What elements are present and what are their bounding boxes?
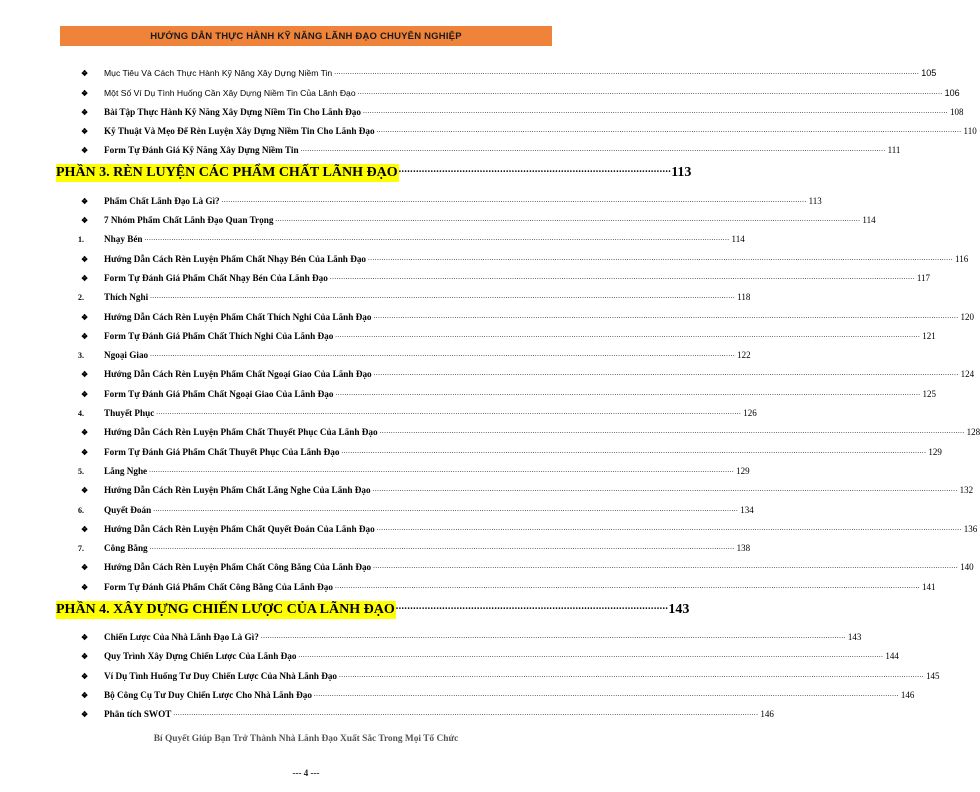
- entry-page: 121: [922, 330, 936, 341]
- toc-entry[interactable]: [78, 342, 751, 361]
- entry-title: Một Số Ví Dụ Tình Huống Cần Xây Dựng Niềm Tin Của Lãnh Đạo: [104, 87, 356, 98]
- bullet-diamond-icon: ❖: [81, 254, 89, 264]
- toc-entry[interactable]: [78, 323, 936, 342]
- dot-leader: ....................................................................................................................................................................................................................................................................: [362, 106, 948, 115]
- toc-entry[interactable]: [78, 554, 974, 573]
- part-title: PHẦN 4. XÂY DỰNG CHIẾN LƯỢC CỦA LÃNH ĐẠO: [56, 601, 395, 617]
- entry-title: Phân tích SWOT: [104, 709, 172, 720]
- entry-page: 136: [963, 523, 978, 534]
- toc-entry[interactable]: [78, 400, 757, 419]
- entry-title: Công Bằng: [104, 543, 148, 554]
- page-number: --- 4 ---: [292, 768, 320, 778]
- toc-entry[interactable]: [78, 226, 745, 245]
- toc-entry[interactable]: [78, 245, 969, 264]
- toc-group-3: [78, 624, 940, 720]
- entry-title: Form Tự Đánh Giá Phẩm Chất Thích Nghi Của Lãnh Đạo: [104, 330, 334, 341]
- entry-page: 116: [955, 253, 969, 264]
- header-title: HƯỚNG DẪN THỰC HÀNH KỸ NĂNG LÃNH ĐẠO CHUYÊN NGHIỆP: [150, 30, 462, 42]
- dot-leader: ....................................................................................................................................................................................................................................................................: [156, 408, 742, 417]
- toc-entry[interactable]: [78, 682, 915, 701]
- bullet-diamond-icon: ❖: [81, 486, 89, 496]
- dot-leader: ....................................................................................................................................................................................................................................................................: [373, 311, 959, 320]
- entry-title: Phẩm Chất Lãnh Đạo Là Gì?: [104, 195, 220, 206]
- toc-entry[interactable]: [78, 137, 901, 156]
- toc-entry[interactable]: [78, 380, 936, 399]
- toc-entry[interactable]: [78, 118, 977, 137]
- entry-page: 129: [736, 465, 750, 476]
- table-of-contents: [56, 60, 980, 720]
- dot-leader: ....................................................................................................................................................................................................................................................................: [149, 543, 735, 552]
- toc-entry[interactable]: [78, 662, 940, 681]
- entry-title: Ngoại Giao: [104, 350, 149, 361]
- dot-leader: ....................................................................................................................................................................................................................................................................: [313, 689, 899, 698]
- entry-page: 140: [960, 562, 974, 573]
- dot-leader: ....................................................................................................................................................................................................................................................................: [376, 126, 962, 135]
- entry-title: Mục Tiêu Và Cách Thực Hành Kỹ Năng Xây Dựng Niềm Tin: [104, 68, 333, 79]
- entry-title: Thích Nghi: [104, 292, 149, 303]
- footer-tagline: Bí Quyết Giúp Bạn Trở Thành Nhà Lãnh Đạo Xuất Sắc Trong Mọi Tổ Chức: [153, 734, 459, 744]
- dot-leader: ....................................................................................................................................................................................................................................................................: [150, 292, 736, 301]
- bullet-diamond-icon: ❖: [81, 652, 89, 662]
- entry-page: 134: [740, 504, 754, 515]
- entry-page: 141: [921, 581, 936, 592]
- entry-title: Form Tự Đánh Giá Phẩm Chất Công Bằng Của Lãnh Đạo: [104, 581, 333, 592]
- entry-title: Chiến Lược Của Nhà Lãnh Đạo Là Gì?: [104, 632, 259, 643]
- entry-title: Lắng Nghe: [104, 465, 148, 476]
- dot-leader: ....................................................................................................................................................................................................................................................................: [334, 68, 920, 77]
- bullet-diamond-icon: ❖: [81, 370, 89, 380]
- toc-part-4[interactable]: [56, 593, 690, 619]
- entry-title: Ví Dụ Tình Huống Tư Duy Chiến Lược Của Nhà Lãnh Đạo: [104, 670, 338, 681]
- dot-leader: ..............................................................................................: [395, 600, 669, 612]
- entry-title: Form Tự Đánh Giá Phẩm Chất Ngoại Giao Của Lãnh Đạo: [104, 388, 334, 399]
- entry-number: 5.: [78, 466, 84, 476]
- dot-leader: ....................................................................................................................................................................................................................................................................: [144, 234, 730, 243]
- entry-page: 143: [847, 632, 862, 643]
- entry-title: 7 Nhóm Phẩm Chất Lãnh Đạo Quan Trọng: [104, 215, 274, 226]
- toc-entry[interactable]: [78, 284, 751, 303]
- bullet-diamond-icon: ❖: [81, 69, 89, 79]
- bullet-diamond-icon: ❖: [81, 524, 89, 534]
- part-page: 113: [671, 165, 692, 181]
- entry-number: 4.: [78, 409, 84, 419]
- dot-leader: ..............................................................................................: [398, 164, 672, 176]
- entry-page: 128: [966, 427, 980, 438]
- bullet-diamond-icon: ❖: [81, 389, 89, 399]
- toc-entry[interactable]: [78, 701, 774, 720]
- entry-title: Form Tự Đánh Giá Kỹ Năng Xây Dựng Niềm Tin: [104, 145, 299, 156]
- bullet-diamond-icon: ❖: [81, 582, 89, 592]
- bullet-diamond-icon: ❖: [81, 107, 89, 117]
- toc-group-1: [78, 60, 977, 156]
- entry-title: Form Tự Đánh Giá Phẩm Chất Nhạy Bén Của Lãnh Đạo: [104, 272, 328, 283]
- toc-entry[interactable]: [78, 573, 936, 592]
- dot-leader: ....................................................................................................................................................................................................................................................................: [339, 670, 925, 679]
- toc-entry[interactable]: [78, 303, 974, 322]
- entry-page: 132: [959, 485, 974, 496]
- entry-title: Hướng Dẫn Cách Rèn Luyện Phẩm Chất Quyết Đoán Của Lãnh Đạo: [104, 523, 375, 534]
- entry-page: 124: [960, 369, 975, 380]
- entry-title: Hướng Dẫn Cách Rèn Luyện Phẩm Chất Ngoại Giao Của Lãnh Đạo: [104, 369, 372, 380]
- toc-entry[interactable]: [78, 643, 899, 662]
- bullet-diamond-icon: ❖: [81, 216, 89, 226]
- entry-page: 146: [900, 689, 915, 700]
- entry-title: Quy Trình Xây Dựng Chiến Lược Của Lãnh Đạo: [104, 651, 297, 662]
- dot-leader: ....................................................................................................................................................................................................................................................................: [379, 427, 965, 436]
- toc-entry[interactable]: [78, 419, 980, 438]
- dot-leader: ....................................................................................................................................................................................................................................................................: [329, 272, 915, 281]
- dot-leader: ....................................................................................................................................................................................................................................................................: [260, 632, 846, 641]
- entry-page: 144: [885, 651, 899, 662]
- entry-page: 111: [887, 145, 901, 156]
- entry-title: Quyết Đoán: [104, 504, 152, 515]
- toc-entry[interactable]: [78, 535, 751, 554]
- dot-leader: ....................................................................................................................................................................................................................................................................: [341, 446, 927, 455]
- toc-entry[interactable]: [78, 624, 862, 643]
- entry-number: 1.: [78, 235, 84, 245]
- bullet-diamond-icon: ❖: [81, 196, 89, 206]
- dot-leader: ....................................................................................................................................................................................................................................................................: [173, 709, 759, 718]
- entry-title: Hướng Dẫn Cách Rèn Luyện Phẩm Chất Thuyết Phục Của Lãnh Đạo: [104, 427, 378, 438]
- dot-leader: ....................................................................................................................................................................................................................................................................: [275, 215, 861, 224]
- toc-entry[interactable]: [78, 207, 876, 226]
- bullet-diamond-icon: ❖: [81, 428, 89, 438]
- dot-leader: ....................................................................................................................................................................................................................................................................: [221, 195, 807, 204]
- toc-entry[interactable]: [78, 516, 978, 535]
- entry-page: 113: [808, 195, 822, 206]
- bullet-diamond-icon: ❖: [81, 690, 89, 700]
- entry-page: 105: [921, 68, 937, 79]
- bullet-diamond-icon: ❖: [81, 127, 89, 137]
- entry-page: 110: [963, 126, 977, 137]
- toc-entry[interactable]: [78, 265, 931, 284]
- bullet-diamond-icon: ❖: [81, 146, 89, 156]
- entry-page: 122: [737, 350, 751, 361]
- toc-entry[interactable]: [78, 438, 942, 457]
- entry-title: Hướng Dẫn Cách Rèn Luyện Phẩm Chất Công Bằng Của Lãnh Đạo: [104, 562, 372, 573]
- dot-leader: ....................................................................................................................................................................................................................................................................: [376, 523, 962, 532]
- dot-leader: ....................................................................................................................................................................................................................................................................: [373, 562, 959, 571]
- entry-title: Thuyết Phục: [104, 408, 155, 419]
- bullet-diamond-icon: ❖: [81, 331, 89, 341]
- toc-entry[interactable]: [78, 361, 975, 380]
- toc-entry[interactable]: [78, 79, 960, 98]
- bullet-diamond-icon: ❖: [81, 563, 89, 573]
- part-title: PHẦN 3. RÈN LUYỆN CÁC PHẨM CHẤT LÃNH ĐẠO: [56, 165, 398, 181]
- dot-leader: ....................................................................................................................................................................................................................................................................: [335, 388, 921, 397]
- toc-group-2: [78, 187, 980, 592]
- page-header: [60, 26, 552, 46]
- dot-leader: ....................................................................................................................................................................................................................................................................: [153, 504, 739, 513]
- toc-entry[interactable]: [78, 99, 964, 118]
- part-page: 143: [668, 601, 690, 617]
- entry-page: 106: [944, 87, 960, 98]
- bullet-diamond-icon: ❖: [81, 88, 89, 98]
- bullet-diamond-icon: ❖: [81, 671, 89, 681]
- toc-entry[interactable]: [78, 60, 937, 79]
- bullet-diamond-icon: ❖: [81, 312, 89, 322]
- entry-page: 117: [916, 272, 931, 283]
- entry-page: 145: [926, 670, 940, 681]
- entry-page: 146: [760, 709, 774, 720]
- entry-title: Hướng Dẫn Cách Rèn Luyện Phẩm Chất Thích Nghi Của Lãnh Đạo: [104, 311, 372, 322]
- entry-number: 2.: [78, 293, 84, 303]
- bullet-diamond-icon: ❖: [81, 273, 89, 283]
- toc-entry[interactable]: [78, 496, 754, 515]
- bullet-diamond-icon: ❖: [81, 710, 89, 720]
- dot-leader: ....................................................................................................................................................................................................................................................................: [335, 330, 921, 339]
- entry-title: Bộ Công Cụ Tư Duy Chiến Lược Cho Nhà Lãnh Đạo: [104, 689, 312, 700]
- entry-page: 108: [949, 106, 964, 117]
- toc-entry[interactable]: [78, 458, 750, 477]
- entry-page: 125: [922, 388, 936, 399]
- entry-page: 118: [737, 292, 751, 303]
- dot-leader: ....................................................................................................................................................................................................................................................................: [150, 350, 736, 359]
- dot-leader: ....................................................................................................................................................................................................................................................................: [300, 145, 886, 154]
- dot-leader: ....................................................................................................................................................................................................................................................................: [334, 581, 920, 590]
- entry-title: Hướng Dẫn Cách Rèn Luyện Phẩm Chất Nhạy Bén Của Lãnh Đạo: [104, 253, 367, 264]
- toc-entry[interactable]: [78, 187, 822, 206]
- entry-page: 120: [960, 311, 974, 322]
- entry-number: 7.: [78, 544, 84, 554]
- toc-part-3[interactable]: [56, 156, 692, 182]
- dot-leader: ....................................................................................................................................................................................................................................................................: [149, 465, 735, 474]
- entry-title: Form Tự Đánh Giá Phẩm Chất Thuyết Phục Của Lãnh Đạo: [104, 446, 340, 457]
- entry-page: 114: [862, 215, 876, 226]
- bullet-diamond-icon: ❖: [81, 633, 89, 643]
- dot-leader: ....................................................................................................................................................................................................................................................................: [368, 253, 954, 262]
- entry-title: Kỹ Thuật Và Mẹo Để Rèn Luyện Xây Dựng Niềm Tin Cho Lãnh Đạo: [104, 126, 375, 137]
- entry-number: 3.: [78, 351, 84, 361]
- bullet-diamond-icon: ❖: [81, 447, 89, 457]
- entry-page: 126: [743, 408, 757, 419]
- entry-title: Nhạy Bén: [104, 234, 143, 245]
- dot-leader: ....................................................................................................................................................................................................................................................................: [372, 485, 958, 494]
- entry-title: Bài Tập Thực Hành Kỹ Năng Xây Dựng Niềm Tin Cho Lãnh Đạo: [104, 106, 361, 117]
- dot-leader: ....................................................................................................................................................................................................................................................................: [373, 369, 959, 378]
- entry-page: 138: [736, 543, 751, 554]
- entry-title: Hướng Dẫn Cách Rèn Luyện Phẩm Chất Lắng Nghe Của Lãnh Đạo: [104, 485, 371, 496]
- entry-page: 129: [928, 446, 942, 457]
- entry-number: 6.: [78, 505, 84, 515]
- dot-leader: ....................................................................................................................................................................................................................................................................: [357, 87, 943, 96]
- dot-leader: ....................................................................................................................................................................................................................................................................: [298, 651, 884, 660]
- entry-page: 114: [731, 234, 745, 245]
- toc-entry[interactable]: [78, 477, 974, 496]
